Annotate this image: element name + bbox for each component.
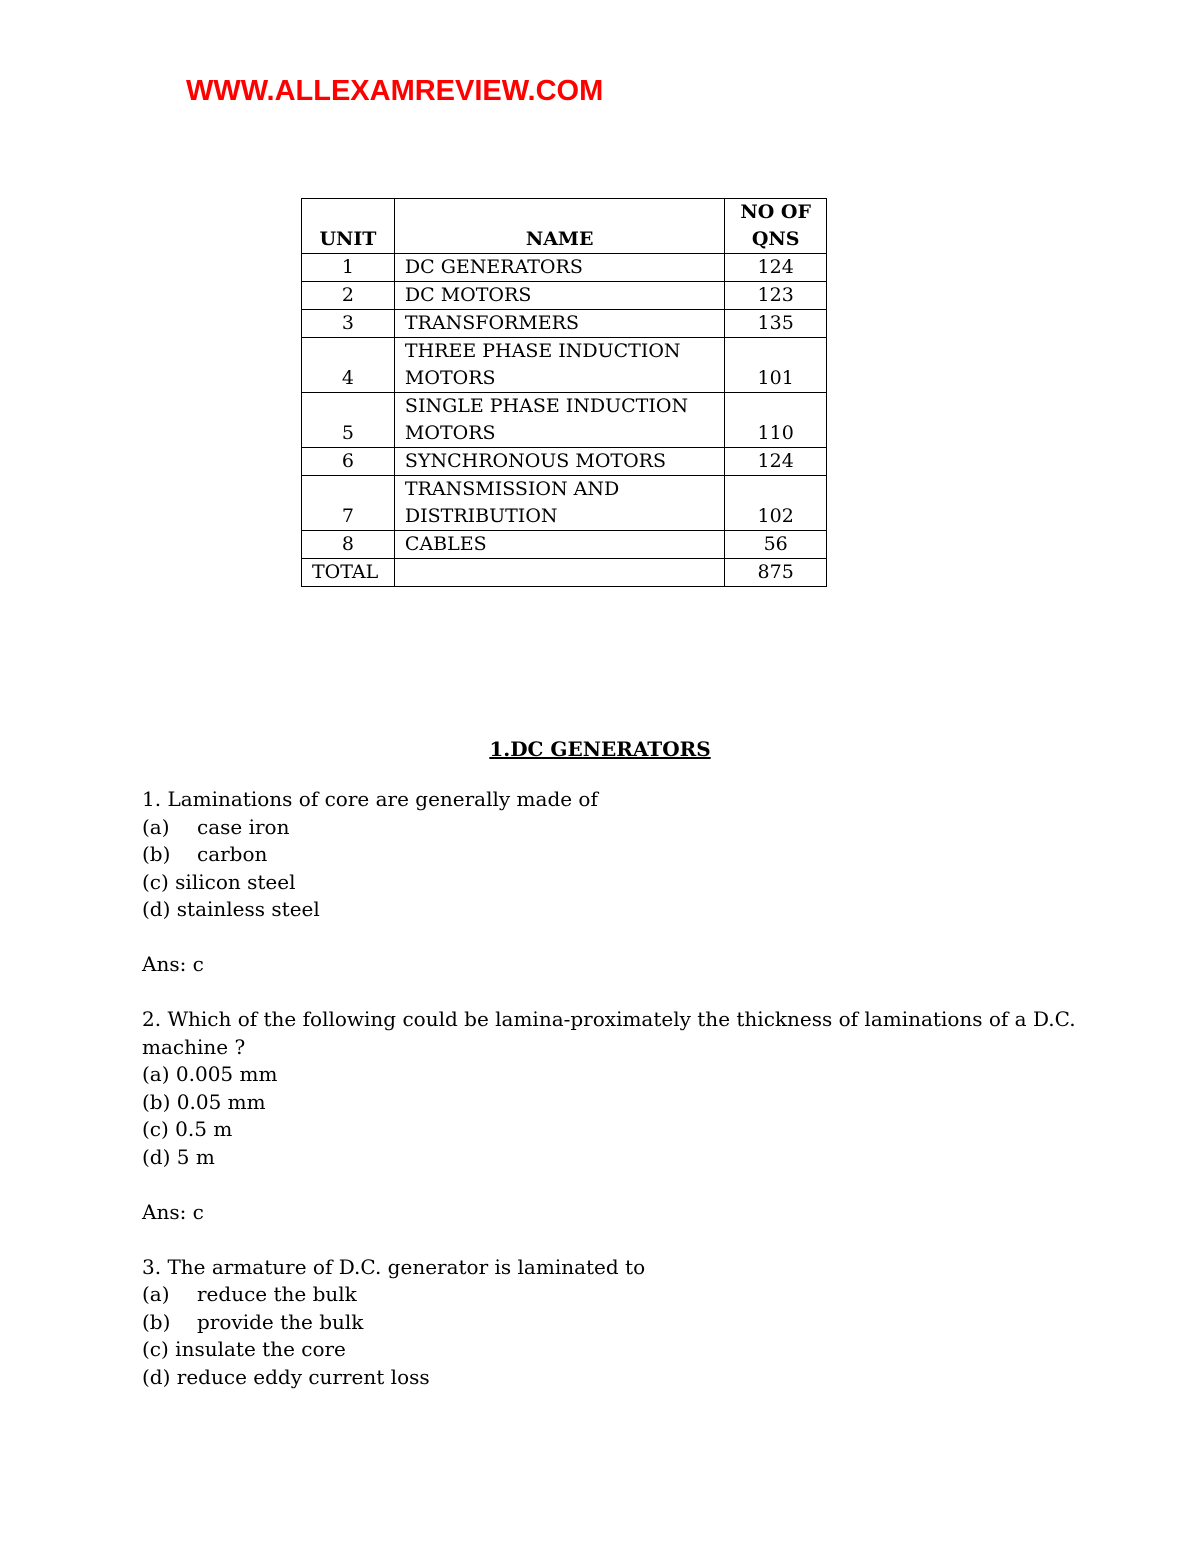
unit-cell: 8: [302, 531, 395, 559]
option-a: [142, 814, 1092, 842]
option-c: [142, 1336, 1092, 1364]
question-1: [142, 786, 1092, 924]
option-label: (c): [142, 1117, 169, 1141]
header-qns-line1: NO OF: [740, 201, 811, 223]
table-row: [302, 338, 827, 393]
option-text: stainless steel: [176, 897, 320, 921]
option-label: (d): [142, 897, 171, 921]
option-a: [142, 1061, 1092, 1089]
name-cell: [394, 393, 724, 448]
question-text: 3. The armature of D.C. generator is laminated to: [142, 1254, 646, 1279]
header-name: NAME: [394, 199, 724, 254]
answer-2: Ans: c: [142, 1199, 204, 1224]
unit-cell: 3: [302, 310, 395, 338]
unit-cell: 1: [302, 254, 395, 282]
option-label: (b): [142, 842, 171, 866]
qns-cell: 102: [725, 476, 827, 531]
site-header-link[interactable]: WWW.ALLEXAMREVIEW.COM: [186, 75, 604, 107]
option-d: [142, 1364, 1092, 1392]
name-line: MOTORS: [404, 367, 496, 389]
option-d: [142, 1144, 1092, 1172]
total-label: TOTAL: [302, 559, 395, 587]
option-text: insulate the core: [175, 1337, 346, 1361]
question-text-line: machine ?: [142, 1034, 246, 1059]
unit-cell: 4: [302, 338, 395, 393]
question-text-line: 2. Which of the following could be lamina-proximately the thickness of laminations of a D.C.: [142, 1007, 1076, 1031]
table-row: [302, 476, 827, 531]
option-label: (a): [142, 1282, 170, 1306]
option-b: [142, 841, 1092, 869]
question-text: 1. Laminations of core are generally made of: [142, 787, 598, 811]
option-text: 0.5 m: [175, 1117, 233, 1141]
unit-cell: 6: [302, 448, 395, 476]
table-row: [302, 282, 827, 310]
units-table: [301, 198, 827, 587]
name-cell: CABLES: [394, 531, 724, 559]
option-text: 0.005 mm: [175, 1062, 278, 1086]
name-cell: DC GENERATORS: [394, 254, 724, 282]
name-line: SINGLE PHASE INDUCTION: [404, 395, 689, 417]
qns-cell: 123: [725, 282, 827, 310]
option-label: (d): [142, 1364, 171, 1389]
header-no-of-qns: [725, 199, 827, 254]
name-line: THREE PHASE INDUCTION: [404, 340, 681, 362]
name-cell: TRANSFORMERS: [394, 310, 724, 338]
total-name-cell: [394, 559, 724, 587]
table-total-row: [302, 559, 827, 587]
option-label: (c): [142, 869, 169, 894]
name-line: TRANSMISSION AND: [404, 478, 620, 500]
option-c: [142, 869, 1092, 897]
option-label: (d): [142, 1144, 171, 1169]
option-a: [142, 1281, 1092, 1309]
header-unit: UNIT: [302, 199, 395, 254]
name-cell: SYNCHRONOUS MOTORS: [394, 448, 724, 476]
option-text: reduce eddy current loss: [176, 1364, 430, 1389]
qns-cell: 135: [725, 310, 827, 338]
option-b: [142, 1309, 1092, 1337]
option-d: [142, 896, 1092, 924]
header-qns-line2: QNS: [751, 228, 800, 250]
total-qns: 875: [725, 559, 827, 587]
option-b: [142, 1089, 1092, 1117]
question-2: [142, 1006, 1092, 1171]
section-title: 1.DC GENERATORS: [489, 737, 711, 761]
name-cell: [394, 338, 724, 393]
table-row: [302, 448, 827, 476]
option-label: (b): [142, 1309, 171, 1334]
unit-cell: 5: [302, 393, 395, 448]
name-cell: DC MOTORS: [394, 282, 724, 310]
table-row: [302, 393, 827, 448]
qns-cell: 110: [725, 393, 827, 448]
name-line: DISTRIBUTION: [404, 505, 558, 527]
name-cell: [394, 476, 724, 531]
option-label: (a): [142, 1062, 170, 1086]
question-3: [142, 1254, 1092, 1392]
option-text: silicon steel: [175, 869, 296, 894]
option-text: provide the bulk: [197, 1309, 364, 1334]
option-text: reduce the bulk: [197, 1282, 357, 1306]
option-text: case iron: [197, 814, 290, 839]
option-c: [142, 1116, 1092, 1144]
option-text: carbon: [197, 842, 268, 866]
qns-cell: 124: [725, 254, 827, 282]
answer-1: Ans: c: [142, 952, 204, 976]
qns-cell: 124: [725, 448, 827, 476]
unit-cell: 2: [302, 282, 395, 310]
option-text: 0.05 mm: [176, 1089, 266, 1114]
table-row: [302, 531, 827, 559]
qns-cell: 101: [725, 338, 827, 393]
questions-list: [142, 786, 1092, 1419]
table-row: [302, 310, 827, 338]
option-text: 5 m: [176, 1144, 215, 1169]
table-header-row: [302, 199, 827, 254]
unit-cell: 7: [302, 476, 395, 531]
option-label: (a): [142, 814, 170, 839]
qns-cell: 56: [725, 531, 827, 559]
table-row: [302, 254, 827, 282]
option-label: (c): [142, 1337, 169, 1361]
name-line: MOTORS: [404, 422, 496, 444]
option-label: (b): [142, 1089, 171, 1114]
